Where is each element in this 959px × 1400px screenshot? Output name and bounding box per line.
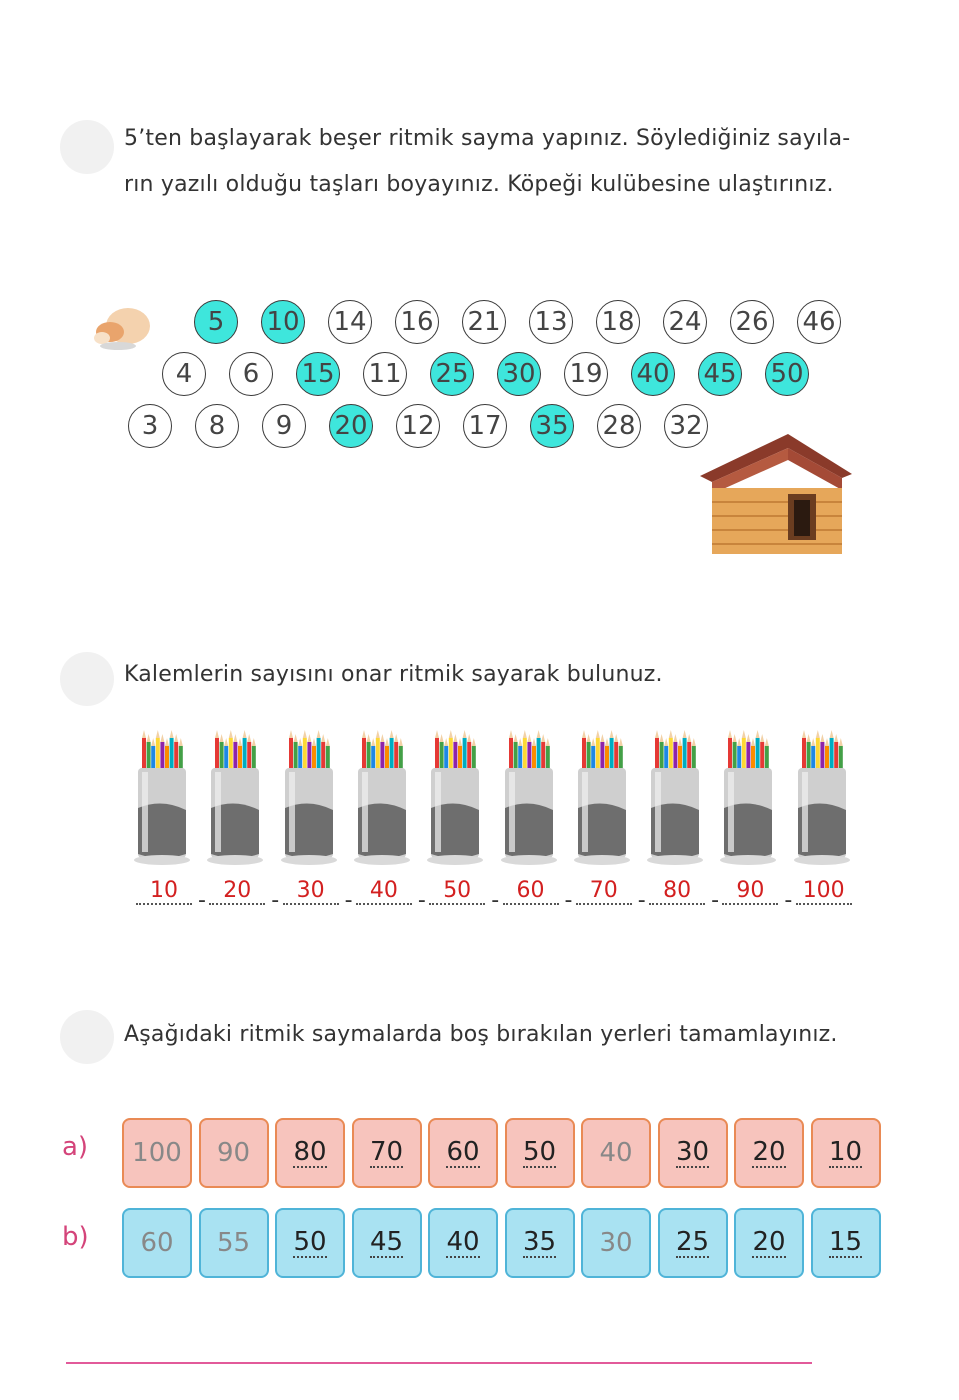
answer-box[interactable]	[658, 1208, 728, 1278]
answer-box[interactable]	[352, 1118, 422, 1188]
number-stone[interactable]: 18	[596, 300, 640, 344]
given-box	[199, 1208, 269, 1278]
pencil-cup-icon	[205, 728, 265, 868]
number-stone[interactable]: 32	[664, 404, 708, 448]
answer-value: 70	[576, 878, 632, 905]
box-value: 90	[216, 1138, 251, 1168]
number-stone[interactable]: 50	[765, 352, 809, 396]
separator-dash: -	[198, 888, 206, 913]
number-stone[interactable]: 24	[663, 300, 707, 344]
given-box	[581, 1208, 651, 1278]
number-stone[interactable]: 3	[128, 404, 172, 448]
box-value: 100	[132, 1138, 182, 1168]
answer-box[interactable]	[275, 1208, 345, 1278]
number-stone[interactable]: 25	[430, 352, 474, 396]
dog-icon	[88, 296, 158, 354]
number-stone[interactable]: 46	[797, 300, 841, 344]
number-stone[interactable]: 40	[631, 352, 675, 396]
box-value: 60	[446, 1137, 480, 1167]
box-value: 45	[369, 1227, 404, 1257]
pencil-cup-icon	[132, 728, 192, 868]
pencil-cup-icon	[718, 728, 778, 868]
number-stone[interactable]: 45	[698, 352, 742, 396]
separator-dash: -	[637, 888, 646, 913]
separator-dash: -	[344, 888, 353, 913]
answer-box[interactable]	[428, 1118, 498, 1188]
box-value: 60	[140, 1228, 174, 1258]
box-value: 10	[828, 1137, 863, 1167]
row-b-label: b)	[62, 1222, 89, 1252]
pencil-cup-icon	[572, 728, 632, 868]
separator-dash: -	[271, 888, 280, 913]
pencil-cup-icon	[279, 728, 339, 868]
separator-dash: -	[711, 888, 720, 913]
given-box	[581, 1118, 651, 1188]
row-a-label: a)	[62, 1132, 89, 1162]
number-stone[interactable]: 28	[597, 404, 641, 448]
answer-box[interactable]	[734, 1208, 804, 1278]
doghouse-icon	[692, 430, 858, 558]
box-value: 40	[599, 1138, 633, 1168]
box-value: 25	[675, 1227, 710, 1257]
pencil-cup-icon	[792, 728, 852, 868]
section1-instruction-line2: rın yazılı olduğu taşları boyayınız. Köpeği kulübesine ulaştırınız.	[124, 172, 834, 197]
number-stone[interactable]: 13	[529, 300, 573, 344]
number-stone[interactable]: 19	[564, 352, 608, 396]
answer-value: 20	[209, 878, 265, 905]
given-box	[122, 1118, 192, 1188]
answer-box[interactable]	[275, 1118, 345, 1188]
number-stone[interactable]: 20	[329, 404, 373, 448]
number-stone[interactable]: 6	[229, 352, 273, 396]
box-value: 40	[446, 1227, 480, 1257]
answer-box[interactable]	[811, 1118, 881, 1188]
answer-box[interactable]	[428, 1208, 498, 1278]
given-box	[122, 1208, 192, 1278]
number-stone[interactable]: 17	[463, 404, 507, 448]
section3-bullet	[60, 1010, 114, 1064]
section2-instruction: Kalemlerin sayısını onar ritmik sayarak bulunuz.	[124, 662, 663, 687]
answer-box[interactable]	[811, 1208, 881, 1278]
box-value: 20	[752, 1227, 786, 1257]
answer-box[interactable]	[352, 1208, 422, 1278]
section3-instruction: Aşağıdaki ritmik saymalarda boş bırakılan yerleri tamamlayınız.	[124, 1022, 838, 1047]
answer-value: 90	[722, 878, 778, 905]
pencil-cup-icon	[425, 728, 485, 868]
answer-value: 10	[136, 878, 192, 905]
box-value: 80	[293, 1137, 327, 1167]
number-stone[interactable]: 10	[261, 300, 305, 344]
answer-box[interactable]	[658, 1118, 728, 1188]
pencil-cup-icon	[352, 728, 412, 868]
answer-value: 30	[283, 878, 339, 905]
section1-bullet	[60, 120, 114, 174]
number-stone[interactable]: 11	[363, 352, 407, 396]
answer-box[interactable]	[505, 1208, 575, 1278]
number-stone[interactable]: 4	[162, 352, 206, 396]
section2-bullet	[60, 652, 114, 706]
box-value: 20	[752, 1137, 786, 1167]
answer-value: 50	[429, 878, 485, 905]
number-stone[interactable]: 30	[497, 352, 541, 396]
separator-dash: -	[784, 888, 793, 913]
box-value: 50	[293, 1227, 327, 1257]
box-value: 15	[828, 1227, 863, 1257]
separator-dash: -	[417, 888, 426, 913]
pencil-cup-icon	[499, 728, 559, 868]
answer-value: 60	[503, 878, 559, 905]
pencil-cup-icon	[645, 728, 705, 868]
box-value: 50	[522, 1137, 557, 1167]
number-stone[interactable]: 26	[730, 300, 774, 344]
number-stone[interactable]: 14	[328, 300, 372, 344]
separator-dash: -	[564, 888, 573, 913]
box-value: 70	[369, 1137, 404, 1167]
separator-dash: -	[491, 888, 500, 913]
box-value: 35	[522, 1227, 557, 1257]
box-value: 30	[675, 1137, 710, 1167]
answer-value: 80	[649, 878, 705, 905]
number-stone[interactable]: 9	[262, 404, 306, 448]
answer-value: 100	[796, 878, 852, 905]
box-value: 55	[216, 1228, 251, 1258]
number-stone[interactable]: 5	[194, 300, 238, 344]
answer-value: 40	[356, 878, 412, 905]
answer-box[interactable]	[734, 1118, 804, 1188]
section1-instruction-line1: 5’ten başlayarak beşer ritmik sayma yapınız. Söylediğiniz sayıla-	[124, 126, 851, 151]
number-stone[interactable]: 8	[195, 404, 239, 448]
footer-line	[66, 1362, 812, 1364]
given-box	[199, 1118, 269, 1188]
box-value: 30	[599, 1228, 633, 1258]
number-stone[interactable]: 16	[395, 300, 439, 344]
number-stone[interactable]: 15	[296, 352, 340, 396]
answer-box[interactable]	[505, 1118, 575, 1188]
number-stone[interactable]: 12	[396, 404, 440, 448]
number-stone[interactable]: 35	[530, 404, 574, 448]
number-stone[interactable]: 21	[462, 300, 506, 344]
